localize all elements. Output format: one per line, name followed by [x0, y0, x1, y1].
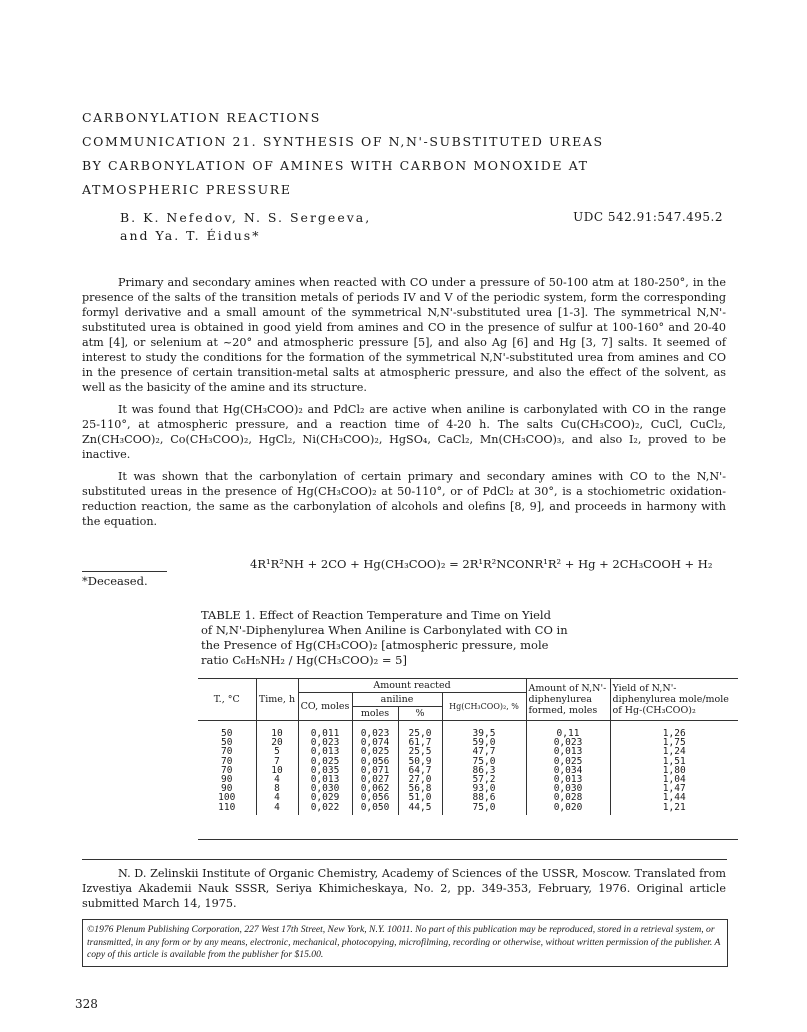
cell: 0,030 — [298, 784, 352, 793]
article-series-title: CARBONYLATION REACTIONS — [82, 110, 321, 125]
article-title-line-3: ATMOSPHERIC PRESSURE — [82, 182, 292, 197]
cell: 0,050 — [352, 803, 398, 815]
cell: 0,029 — [298, 793, 352, 802]
cell: 0,013 — [298, 775, 352, 784]
cell: 1,47 — [610, 784, 738, 793]
cell: 1,75 — [610, 738, 738, 747]
cell: 100 — [218, 792, 236, 804]
footnote-deceased: *Deceased. — [82, 574, 148, 588]
cell: 0,013 — [298, 747, 352, 756]
cell: 25,0 — [398, 721, 442, 739]
affiliation-note — [82, 866, 726, 911]
cell: 44,5 — [398, 803, 442, 815]
cell: 0,023 — [526, 738, 610, 747]
udc-code: UDC 542.91:547.495.2 — [573, 210, 723, 224]
cell: 50,9 — [398, 757, 442, 766]
cell: 110 — [218, 801, 236, 813]
cell: 0,023 — [352, 721, 398, 739]
cell: 0,062 — [352, 784, 398, 793]
cell: 56,8 — [398, 784, 442, 793]
authors-line-2: and Ya. T. Éidus* — [120, 228, 261, 243]
cell: 1,26 — [610, 721, 738, 739]
cell: 20 — [256, 738, 298, 747]
cell: 70 — [221, 746, 233, 758]
cell: 25,5 — [398, 747, 442, 756]
cell: 4 — [256, 775, 298, 784]
reaction-equation: 4R¹R²NH + 2CO + Hg(CH₃COO)₂ = 2R¹R²NCONR¹R² + Hg + 2CH₃COOH + H₂ — [250, 557, 713, 571]
footer-divider — [82, 859, 727, 860]
cell: 1,24 — [610, 747, 738, 756]
cell: 70 — [221, 755, 233, 767]
cell: 0,011 — [298, 721, 352, 739]
article-title-line-1: COMMUNICATION 21. SYNTHESIS OF N,N'-SUBSTITUTED UREAS — [82, 134, 604, 149]
page-number: 328 — [75, 997, 98, 1011]
cell: 50 — [221, 728, 233, 739]
cell: 1,21 — [610, 803, 738, 815]
cell: 61,7 — [398, 738, 442, 747]
cell: 10 — [256, 766, 298, 775]
cell: 88,6 — [442, 793, 526, 802]
header-hg-acetate: Hg(CH₃COO)₂, % — [442, 693, 526, 721]
cell: 0,035 — [298, 766, 352, 775]
table-caption-line: ratio C₆H₅NH₂ / Hg(CH₃COO)₂ = 5] — [201, 653, 407, 667]
cell: 93,0 — [442, 784, 526, 793]
cell: 59,0 — [442, 738, 526, 747]
header-co: CO, moles — [298, 693, 352, 721]
cell: 0,013 — [526, 775, 610, 784]
cell: 0,023 — [298, 738, 352, 747]
cell: 27,0 — [398, 775, 442, 784]
cell: 0,020 — [526, 803, 610, 815]
header-temperature: T., °C — [198, 679, 256, 721]
cell: 51,0 — [398, 793, 442, 802]
header-yield: Yield of N,N'-diphenylurea mole/mole of Hg-(CH₃COO)₂ — [610, 679, 738, 721]
header-aniline-moles: moles — [352, 707, 398, 721]
table-bottom-rule — [198, 839, 738, 840]
cell: 90 — [221, 774, 233, 786]
cell: 1,51 — [610, 757, 738, 766]
header-time: Time, h — [256, 679, 298, 721]
cell: 0,030 — [526, 784, 610, 793]
cell: 0,028 — [526, 793, 610, 802]
cell: 7 — [256, 757, 298, 766]
table-caption-line: TABLE 1. Effect of Reaction Temperature and Time on Yield — [201, 608, 551, 622]
cell: 8 — [256, 784, 298, 793]
cell: 0,022 — [298, 803, 352, 815]
cell: 0,11 — [526, 721, 610, 739]
cell: 1,04 — [610, 775, 738, 784]
cell: 39,5 — [442, 721, 526, 739]
cell: 50 — [221, 737, 233, 749]
header-amount-reacted: Amount reacted — [298, 679, 526, 693]
cell: 4 — [256, 793, 298, 802]
cell: 75,0 — [442, 757, 526, 766]
authors-line-1: B. K. Nefedov, N. S. Sergeeva, — [120, 210, 372, 225]
cell: 75,0 — [442, 803, 526, 815]
cell: 0,071 — [352, 766, 398, 775]
copyright-box: ©1976 Plenum Publishing Corporation, 227 West 17th Street, New York, N.Y. 10011. No part of this publication may be reproduced, stored in a retrieval system, or transmitted, in any form or by any means, electronic, mechanical, photocopying, microfilming, recording or otherwise, without written permission of the publisher. A copy of this article is available from the publisher for $15.00. — [82, 919, 728, 967]
cell: 0,027 — [352, 775, 398, 784]
header-aniline: aniline — [352, 693, 442, 707]
affiliation-text: N. D. Zelinskii Institute of Organic Chemistry, Academy of Sciences of the USSR, Moscow. Translated from Izvestiya Akademii Nauk SSSR, Seriya Khimicheskaya, No. 2, pp. 349-353, February, 1976. Original article submitted March 14, 1975. — [82, 867, 726, 910]
table-caption — [201, 608, 601, 668]
cell: 0,013 — [526, 747, 610, 756]
cell: 1,80 — [610, 766, 738, 775]
paragraph-2: It was found that Hg(CH₃COO)₂ and PdCl₂ are active when aniline is carbonylated with CO in the range 25-110°, at atmospheric pressure, and a reaction time of 4-20 h. The salts Cu(CH₃COO)₂, CuCl, CuCl₂, Zn(CH₃COO)₂, Co(CH₃COO)₂, HgCl₂, Ni(CH₃COO)₂, HgSO₄, CaCl₂, Mn(CH₃COO)₃, and also I₂, proved to be inactive. — [82, 403, 726, 461]
table-caption-line: the Presence of Hg(CH₃COO)₂ [atmospheric pressure, mole — [201, 638, 549, 652]
cell: 64,7 — [398, 766, 442, 775]
cell: 90 — [221, 783, 233, 795]
body-text — [82, 275, 726, 529]
paragraph-3: It was shown that the carbonylation of certain primary and secondary amines with CO to the N,N'-substituted ureas in the presence of Hg(CH₃COO)₂ at 50-110°, or of PdCl₂ at 30°, is a stochiometric oxidation-reduction reaction, the same as the carbonylation of alcohols and olefins [8, 9], and proceeds in harmony with the equation. — [82, 470, 726, 528]
paragraph-1: Primary and secondary amines when reacted with CO under a pressure of 50-100 atm at 180-250°, in the presence of the salts of the transition metals of periods IV and V of the periodic system, form the corresponding formyl derivative and a small amount of the symmetrical N,N'-substituted urea [1-3]. The symmetrical N,N'-substituted urea is obtained in good yield from amines and CO in the presence of sulfur at 100-160° and 20-40 atm [4], or selenium at ~20° and atmospheric pressure [5], and also Ag [6] and Hg [3, 7] salts. It seemed of interest to study the conditions for the formation of the symmetrical N,N'-substituted urea from amines and CO in the presence of certain transition-metal salts at atmospheric pressure, and also the effect of the solvent, as well as the basicity of the amine and its structure. — [82, 276, 726, 394]
article-title-line-2: BY CARBONYLATION OF AMINES WITH CARBON MONOXIDE AT — [82, 158, 589, 173]
cell: 0,025 — [526, 757, 610, 766]
cell: 47,7 — [442, 747, 526, 756]
cell: 1,44 — [610, 793, 738, 802]
cell: 0,074 — [352, 738, 398, 747]
footnote-divider — [82, 571, 167, 572]
header-urea-formed: Amount of N,N'-diphenylurea formed, moles — [526, 679, 610, 721]
cell: 70 — [221, 764, 233, 776]
cell: 0,056 — [352, 793, 398, 802]
table-row — [198, 721, 738, 739]
cell: 10 — [256, 721, 298, 739]
cell: 0,025 — [352, 747, 398, 756]
cell: 57,2 — [442, 775, 526, 784]
cell: 0,025 — [298, 757, 352, 766]
cell: 86,3 — [442, 766, 526, 775]
results-table — [198, 678, 738, 815]
cell: 0,056 — [352, 757, 398, 766]
table-caption-line: of N,N'-Diphenylurea When Aniline is Carbonylated with CO in — [201, 623, 568, 637]
cell: 4 — [256, 803, 298, 815]
header-aniline-percent: % — [398, 707, 442, 721]
cell: 5 — [256, 747, 298, 756]
cell: 0,034 — [526, 766, 610, 775]
table-row — [198, 803, 738, 815]
